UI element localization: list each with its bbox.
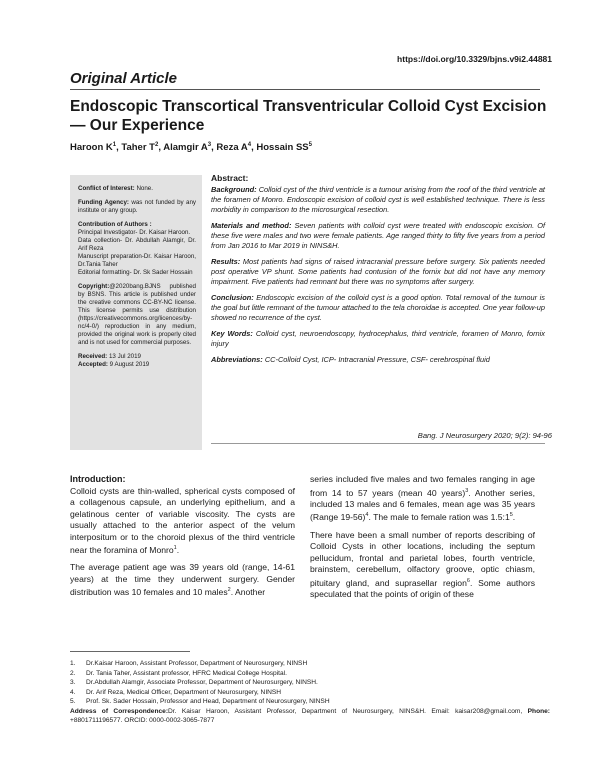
accepted-date: 9 August 2019 xyxy=(109,361,150,368)
author-name: Hossain SS xyxy=(256,142,309,154)
body-column-left xyxy=(70,474,295,605)
author-name: Taher T xyxy=(121,142,155,154)
article-type: Original Article xyxy=(70,70,177,87)
author-name: Alamgir A xyxy=(163,142,208,154)
funding-agency: Funding Agency: was not funded by any institute or any group. xyxy=(78,199,196,214)
paper-title: Endoscopic Transcortical Transventricular Colloid Cyst Excision — Our Experience xyxy=(70,98,547,134)
abstract-methods: Materials and method: Seven patients with colloid cyst were treated with endoscopic excision. Of these five were males and two were female patients. Age ranged thirty to fifty five years from a period from Jan 2016 to Mar 2019 in NINS&H. xyxy=(211,221,545,250)
body-paragraph: There have been a small number of reports describing of Colloid Cysts in other locations, including the septum pellucidum, frontal and parietal lobes, fourth ventricle, brainstem, cerebellum, olfactory groove, optic chiasm, pituitary gland, and suprasellar region$^6$. Some authors speculated that the points of origin of these xyxy=(310,529,535,600)
author-name: Reza A xyxy=(216,142,248,154)
affiliation-item: 2. Dr. Tania Taher, Assistant professor, HFRC Medical College Hospital. xyxy=(70,669,287,677)
author-affiliation: 3 xyxy=(207,142,212,148)
affiliation-item: 3. Dr.Abdullah Alamgir, Associate Professor, Department of Neurosurgery, NINSH. xyxy=(70,679,318,686)
author-affiliation: 1 xyxy=(112,142,117,148)
correspondence-address: Address of Correspondence:Dr. Kaisar Haroon, Assistant Professor, Department of Neurosurgery, NINS&H. Email: kaisar208@gmail.com, Phone: +8801711196577. ORCID: 0000-0002-3065-7877 xyxy=(70,707,550,724)
conflict-of-interest: Conflict of Interest: None. xyxy=(78,185,153,192)
author-affiliation: 5 xyxy=(308,142,312,148)
author-name: Haroon K xyxy=(70,142,113,154)
submission-dates: Received: 13 Jul 2019 Accepted: 9 August 2019 xyxy=(78,353,150,368)
abstract-keywords: Key Words: Colloid cyst, neuroendoscopy, hydrocephalus, third ventricle, foramen of Monro, fornix injury xyxy=(211,329,545,348)
abstract-results: Results: Most patients had signs of raised intracranial pressure before surgery. Six patients needed post operative VP shunt. Some patients had contusion of the fornix but did not have any memory impairment. Five patients had remnant but there was no symptoms after surgery. xyxy=(211,257,545,286)
intro-heading: Introduction: xyxy=(70,474,126,484)
doi-link[interactable]: https://doi.org/10.3329/bjns.v9i2.44881 xyxy=(397,54,552,64)
body-column-right xyxy=(310,474,535,607)
article-info-sidebar xyxy=(70,175,202,450)
abstract xyxy=(211,173,545,371)
copyright-notice: Copyright:@2020bang.BJNS published by BSNS. This article is published under the creative commons CC-BY-NC license. This license permits use distribution (https://creativecommons.org/licences/by-nc/4-0/) reproduction in any medium, provided the original work is properly cited and is not used for commercial purposes. xyxy=(78,283,196,346)
contribution-item: Data collection- Dr. Abdullah Alamgir, Dr. Arif Reza xyxy=(78,237,196,252)
abstract-conclusion: Conclusion: Endoscopic excision of the colloid cyst is a good option. Total removal of the tumour is the goal but little remnant of the tumour attached to the tela choroidae is accepted. One year follow-up showed no recurrence of the cyst. xyxy=(211,293,545,322)
author-affiliations xyxy=(70,659,550,726)
contribution-item: Principal Investigator- Dr. Kaisar Haroon. xyxy=(78,229,191,236)
abstract-divider xyxy=(211,443,545,444)
abstract-heading: Abstract: xyxy=(211,173,249,183)
affiliation-item: 5. Prof. Sk. Sader Hossain, Professor and Head, Department of Neurosurgery, NINSH xyxy=(70,698,330,705)
abstract-abbreviations: Abbreviations: CC-Colloid Cyst, ICP- Intracranial Pressure, CSF- cerebrospinal fluid xyxy=(211,355,490,364)
body-paragraph: The average patient age was 39 years old (range, 14-61 years) at the time they underwent surgery. Gender distribution was 10 females and 10 males$^2$. Another xyxy=(70,562,295,598)
author-list: Haroon $K^1$, Taher $T^2$, Alamgir $A^3$, Reza $A^4$, Hossain $SS^5$ xyxy=(70,142,312,154)
contribution-item: Manuscript preparation-Dr. Kaisar Haroon, Dr.Tania Taher xyxy=(78,253,196,268)
footnote-divider xyxy=(70,651,190,652)
contribution-item: Editorial formatting- Dr. Sk Sader Hossain xyxy=(78,269,193,276)
author-contributions: Contribution of Authors : Principal Investigator- Dr. Kaisar Haroon. Data collection- Dr. Abdullah Alamgir, Dr. Arif Reza Manuscript preparation-Dr. Kaisar Haroon, Dr.Tania Taher Editorial formatting- Dr. Sk Sader Hossain xyxy=(78,221,196,276)
abstract-background: Background: Colloid cyst of the third ventricle is a tumour arising from the roof of the third ventricle at the foramen of Monro. Endoscopic excision of colloid cyst is well established technique. There is less morbidity in comparison to the microsurgical resection. xyxy=(211,185,545,214)
author-affiliation: 4 xyxy=(247,142,252,148)
body-paragraph: series included five males and two females ranging in age from 14 to 57 years (mean 40 years)$^3$. Another series, included 13 males and 6 females, mean age was 35 years (Range 19-56)$^4$. The male to female ration was $1.5:1^5$. xyxy=(310,474,535,523)
affiliation-item: 1. Dr.Kaisar Haroon, Assistant Professor, Department of Neurosurgery, NINSH xyxy=(70,660,308,667)
journal-citation: Bang. J Neurosurgery 2020; 9(2): 94-96 xyxy=(417,431,552,440)
header-divider xyxy=(70,89,540,90)
author-affiliation: 2 xyxy=(154,142,159,148)
body-paragraph: Colloid cysts are thin-walled, spherical cysts composed of a collagenous capsule, an underlying epithelium, and a gelatinous center of variable viscosity. The cysts are usually attached to the anterior aspect of the velum interpositum or to the choroid plexus of the third ventricle near the foramina of Monro$^1$. xyxy=(70,485,295,555)
received-date: 13 Jul 2019 xyxy=(108,353,141,360)
affiliation-item: 4. Dr. Arif Reza, Medical Officer, Department of Neurosurgery, NINSH xyxy=(70,688,282,696)
